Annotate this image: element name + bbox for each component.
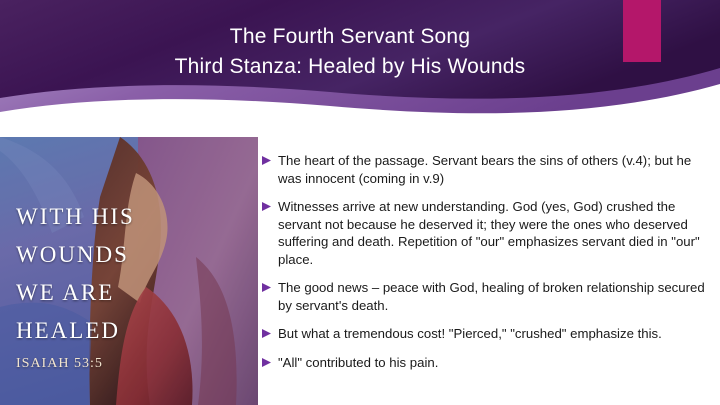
page-title bbox=[0, 22, 700, 82]
bullet-text: "All" contributed to his pain. bbox=[278, 354, 439, 370]
title-line-1: The Fourth Servant Song bbox=[229, 25, 471, 48]
painting-word-3: WE ARE bbox=[16, 280, 115, 305]
painting-word-4: HEALED bbox=[16, 318, 120, 343]
triangle-bullet-icon bbox=[262, 156, 278, 165]
triangle-bullet-icon bbox=[262, 283, 278, 292]
list-item bbox=[262, 198, 710, 268]
bullet-text: The good news – peace with God, healing of broken relationship secured by servant's death. bbox=[278, 280, 705, 313]
list-item bbox=[262, 279, 710, 314]
painting-word-1: WITH HIS bbox=[16, 204, 135, 229]
triangle-bullet-icon bbox=[262, 329, 278, 338]
painting-text-overlay bbox=[0, 137, 258, 405]
triangle-bullet-icon bbox=[262, 358, 278, 367]
bullet-text: The heart of the passage. Servant bears the sins of others (v.4); but he was innocent (coming in v.9) bbox=[278, 153, 692, 186]
list-item bbox=[262, 354, 710, 372]
bullet-text: Witnesses arrive at new understanding. God (yes, God) crushed the servant not because he deserved it; they were the ones who deserved suffering and death. Repetition of "our" emphasizes servant died in "our" place. bbox=[278, 199, 700, 267]
bullet-list bbox=[262, 152, 710, 382]
list-item bbox=[262, 152, 710, 187]
painting-word-2: WOUNDS bbox=[16, 242, 129, 267]
servant-painting-image bbox=[0, 137, 258, 405]
bullet-text: But what a tremendous cost! "Pierced," "crushed" emphasize this. bbox=[278, 326, 662, 342]
painting-scripture-reference: ISAIAH 53:5 bbox=[16, 356, 103, 371]
title-line-2: Third Stanza: Healed by His Wounds bbox=[174, 54, 526, 78]
list-item bbox=[262, 325, 710, 343]
triangle-bullet-icon bbox=[262, 202, 278, 211]
